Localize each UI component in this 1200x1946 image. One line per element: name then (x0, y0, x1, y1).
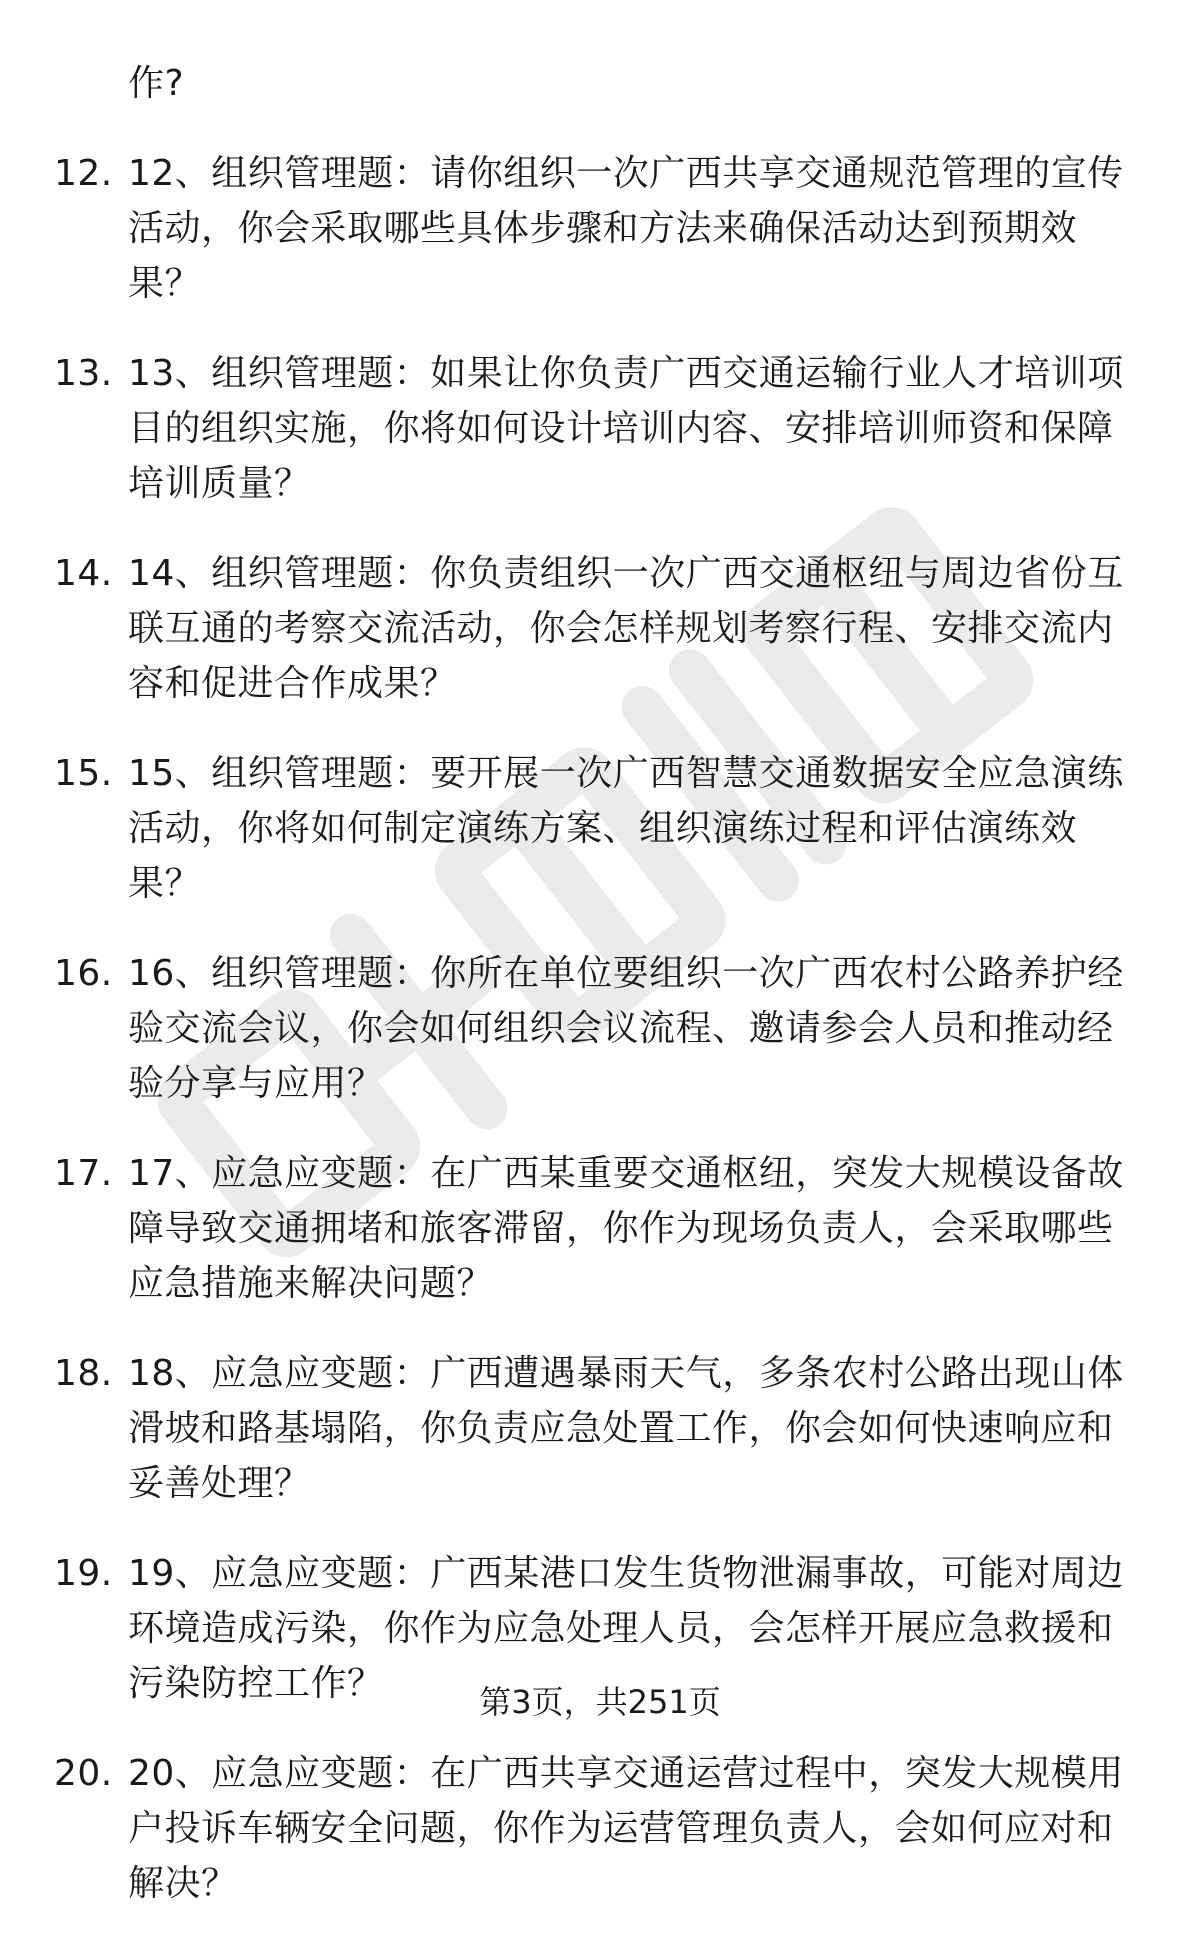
question-number: 16. (54, 953, 113, 994)
question-text: 17、应急应变题：在广西某重要交通枢纽，突发大规模设备故障导致交通拥堵和旅客滞留，你作为现场负责人，会采取哪些应急措施来解决问题？ (128, 1153, 1124, 1304)
question-list (0, 146, 1200, 1946)
question-number: 17. (54, 1153, 113, 1194)
question-number: 18. (54, 1353, 113, 1394)
question-text: 12、组织管理题：请你组织一次广西共享交通规范管理的宣传活动，你会采取哪些具体步骤和方法来确保活动达到预期效果？ (128, 153, 1124, 304)
question-item (0, 1146, 1200, 1311)
question-item (0, 1346, 1200, 1511)
question-text: 15、组织管理题：要开展一次广西智慧交通数据安全应急演练活动，你将如何制定演练方案、组织演练过程和评估演练效果？ (128, 753, 1124, 904)
question-text: 20、应急应变题：在广西共享交通运营过程中，突发大规模用户投诉车辆安全问题，你作为运营管理负责人，会如何应对和解决？ (128, 1753, 1124, 1904)
question-text: 13、组织管理题：如果让你负责广西交通运输行业人才培训项目的组织实施，你将如何设计培训内容、安排培训师资和保障培训质量？ (128, 353, 1124, 504)
question-text: 19、应急应变题：广西某港口发生货物泄漏事故，可能对周边环境造成污染，你作为应急处理人员，会怎样开展应急救援和污染防控工作？ (128, 1553, 1124, 1704)
question-number: 20. (54, 1753, 113, 1794)
question-text: 16、组织管理题：你所在单位要组织一次广西农村公路养护经验交流会议，你会如何组织会议流程、邀请参会人员和推动经验分享与应用？ (128, 953, 1124, 1104)
question-text: 18、应急应变题：广西遭遇暴雨天气，多条农村公路出现山体滑坡和路基塌陷，你负责应急处置工作，你会如何快速响应和妥善处理？ (128, 1353, 1124, 1504)
question-number: 14. (54, 553, 113, 594)
question-number: 15. (54, 753, 113, 794)
question-text: 14、组织管理题：你负责组织一次广西交通枢纽与周边省份互联互通的考察交流活动，你会怎样规划考察行程、安排交流内容和促进合作成果？ (128, 553, 1124, 704)
question-item (0, 346, 1200, 511)
question-item (0, 946, 1200, 1111)
continuation-line: 作? (128, 63, 185, 104)
question-item (0, 1746, 1200, 1911)
question-number: 19. (54, 1553, 113, 1594)
question-item (0, 546, 1200, 711)
question-item (0, 146, 1200, 311)
question-number: 13. (54, 353, 113, 394)
page-footer: 第3页，共251页 (479, 1683, 721, 1721)
question-number: 12. (54, 153, 113, 194)
question-item (0, 746, 1200, 911)
